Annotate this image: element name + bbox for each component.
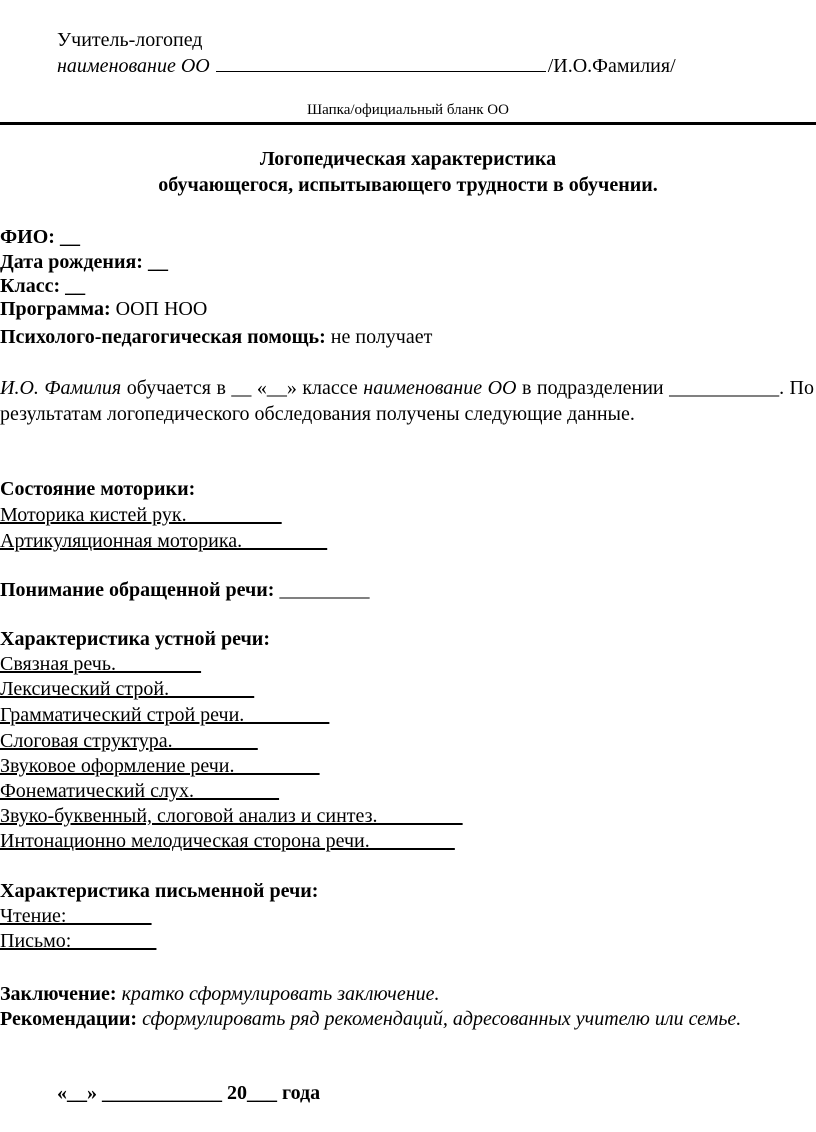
comprehension-value: _________ — [279, 579, 370, 601]
signature-blank — [216, 53, 546, 72]
motor-heading: Состояние моторики: — [0, 478, 196, 500]
oral-item: Звуковое оформление речи. ________ — [0, 755, 320, 777]
conclusion-row — [0, 982, 440, 1006]
program-value: ООП НОО — [115, 298, 208, 320]
position-label: Учитель-логопед — [57, 29, 203, 51]
letterhead-caption: Шапка/официальный бланк ОО — [307, 102, 509, 118]
class-label: Класс: — [0, 275, 61, 297]
org-name: наименование ОО — [57, 55, 210, 77]
oral-heading: Характеристика устной речи: — [0, 628, 270, 650]
comprehension-label: Понимание обращенной речи: — [0, 579, 275, 601]
written-item: Чтение: ________ — [0, 905, 152, 927]
dob-value: __ — [147, 251, 168, 273]
oral-item: Фонематический слух. ________ — [0, 780, 279, 802]
motor-item: Артикуляционная моторика. ________ — [0, 530, 328, 552]
recommendations-row — [0, 1007, 741, 1031]
comprehension-row — [0, 578, 369, 602]
date-line: «__» ____________ 20___ года — [57, 1082, 321, 1104]
intro-text-2: в подразделении ___________. По результатам логопедического обследования получены следующие данные. — [0, 377, 814, 425]
intro-paragraph — [0, 375, 814, 427]
signature-name: /И.О.Фамилия/ — [547, 55, 676, 77]
written-heading: Характеристика письменной речи: — [0, 880, 319, 902]
fio-label: ФИО: — [0, 226, 55, 248]
program-label: Программа: — [0, 298, 111, 320]
dob-label: Дата рождения: — [0, 251, 143, 273]
doc-title-line2: обучающегося, испытывающего трудности в обучении. — [158, 174, 658, 196]
help-value: не получает — [330, 326, 433, 348]
oral-item: Лексический строй. ________ — [0, 678, 255, 700]
written-item: Письмо: ________ — [0, 930, 157, 952]
help-label: Психолого-педагогическая помощь: — [0, 326, 326, 348]
intro-org: наименование ОО — [363, 377, 517, 399]
signature-line — [57, 53, 676, 78]
fio-row — [0, 225, 80, 249]
conclusion-label: Заключение: — [0, 983, 117, 1005]
recommendations-text: сформулировать ряд рекомендаций, адресованных учителю или семье. — [142, 1008, 742, 1030]
oral-item: Интонационно мелодическая сторона речи. ________ — [0, 830, 455, 852]
oral-item: Звуко-буквенный, слоговой анализ и синтез. ________ — [0, 805, 463, 827]
doc-title-line1: Логопедическая характеристика — [259, 148, 557, 170]
letterhead-rule — [0, 122, 816, 125]
dob-row — [0, 250, 168, 274]
oral-item: Связная речь. ________ — [0, 653, 201, 675]
program-row — [0, 297, 207, 321]
recommendations-label: Рекомендации: — [0, 1008, 138, 1030]
motor-item: Моторика кистей рук. _________ — [0, 504, 282, 526]
conclusion-text: кратко сформулировать заключение. — [121, 983, 440, 1005]
class-value: __ — [65, 275, 86, 297]
oral-item: Грамматический строй речи. ________ — [0, 704, 330, 726]
class-row — [0, 274, 85, 298]
student-name: И.О. Фамилия — [0, 377, 122, 399]
oral-item: Слоговая структура. ________ — [0, 730, 258, 752]
intro-text-1: обучается в __ «__» классе — [121, 377, 364, 399]
help-row — [0, 325, 432, 349]
fio-value: __ — [59, 226, 80, 248]
